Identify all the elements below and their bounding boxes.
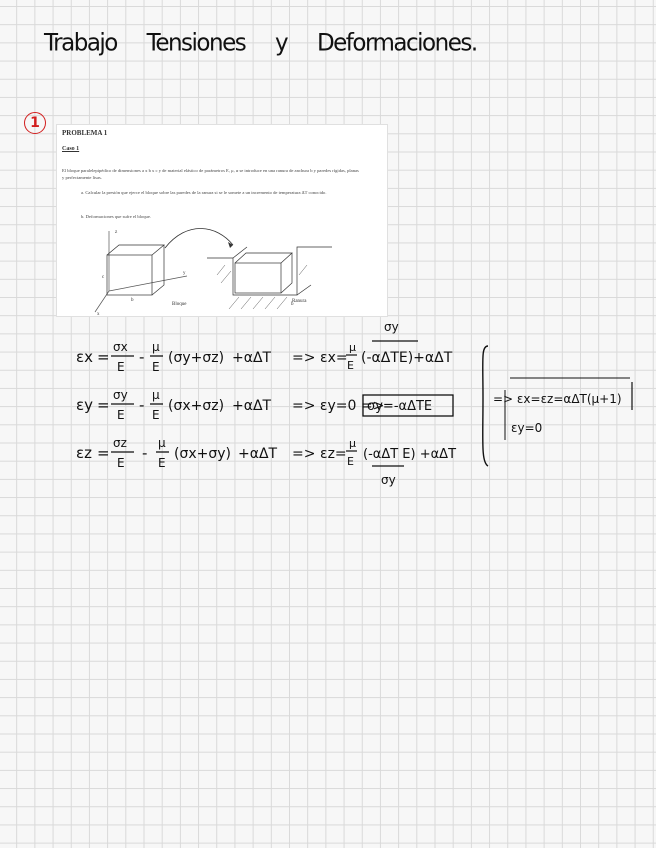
eq3-denominator: E xyxy=(117,456,125,470)
svg-text:=: = xyxy=(97,444,110,462)
eq2-lhs: εy xyxy=(76,396,93,414)
eq2-mu-den: E xyxy=(152,408,160,422)
eq1-lhs: εx xyxy=(76,348,93,366)
eq1-res-mu: μ xyxy=(349,341,356,354)
eq3-underbrace-sigma-y: σy xyxy=(381,473,396,487)
figure-label-slot: Ranura xyxy=(292,299,307,304)
problem-intro: El bloque paralelepipédico de dimensiones a x b x c y de material elástico de parámetros E, μ, α se introduce en una ranura de anchura b y paredes rígidas, planas y perfectamente lisas. xyxy=(62,168,359,180)
problem-item-a: a. Calcular la presión que ejerce el bloque sobre las paredes de la ranura si se le somete a un incremento de temperatura ΔT conocido. xyxy=(81,190,327,195)
eq3-implies: => xyxy=(292,446,316,462)
eq3-numerator: σz xyxy=(113,436,127,450)
svg-text:=: = xyxy=(97,348,110,366)
eq3-mu: μ xyxy=(158,436,166,450)
eq3-substituted: (-αΔT E) +αΔT xyxy=(363,447,457,462)
page-title: Trabajo Tensiones y Deformaciones. xyxy=(44,29,477,57)
eq1-overbrace-sigma-y: σy xyxy=(384,320,399,334)
svg-text:-: - xyxy=(139,396,145,414)
eq2-middle: => εy=0 => xyxy=(292,398,385,414)
axis-z-label: z xyxy=(115,230,118,235)
slot-dim-b-label: b xyxy=(291,302,294,307)
eq2-numerator: σy xyxy=(113,388,128,402)
eq1-numerator: σx xyxy=(113,340,128,354)
problem-title: PROBLEMA 1 xyxy=(62,129,108,137)
eq1-mu-den: E xyxy=(152,360,160,374)
eq3-mu-den: E xyxy=(158,456,166,470)
eq3-res-mu: μ xyxy=(349,437,356,450)
eq3-res-E: E xyxy=(347,455,354,468)
dim-c-label: c xyxy=(102,275,105,280)
svg-text:=: = xyxy=(97,396,110,414)
problem-item-b: b. Deformaciones que sufre el bloque. xyxy=(81,214,152,219)
eq1-result: εx= xyxy=(320,350,348,366)
eq2-denominator: E xyxy=(117,408,125,422)
eq1-res-E: E xyxy=(347,359,354,372)
eq1-mu: μ xyxy=(152,340,160,354)
eq3-result: εz= xyxy=(320,446,347,462)
eq3-paren: (σx+σy) xyxy=(174,446,231,462)
dim-b-label: b xyxy=(131,298,134,303)
eq2-paren: (σx+σz) xyxy=(168,398,225,414)
axis-x-label: x xyxy=(97,312,100,316)
eq1-substituted: (-αΔTE)+αΔT xyxy=(361,350,453,366)
result-main: => εx=εz=αΔT(μ+1) xyxy=(493,392,622,406)
eq1-paren: (σy+σz) xyxy=(168,350,225,366)
eq3-alpha: +αΔT xyxy=(238,446,278,462)
brace xyxy=(483,346,488,466)
axis-y-label: y xyxy=(183,271,186,276)
eq1-denominator: E xyxy=(117,360,125,374)
eq1-implies: => xyxy=(292,350,316,366)
problem-case: Caso 1 xyxy=(62,146,80,152)
eq2-alpha: +αΔT xyxy=(232,398,272,414)
svg-text:-: - xyxy=(142,444,148,462)
svg-text:-: - xyxy=(139,348,145,366)
problem-number-badge: 1 xyxy=(24,112,46,134)
figure-label-block: Bloque xyxy=(172,302,187,307)
eq3-lhs: εz xyxy=(76,444,92,462)
eq2-boxed-result: σy=-αΔTE xyxy=(367,399,433,414)
result-second: εy=0 xyxy=(511,421,543,435)
eq2-mu: μ xyxy=(152,388,160,402)
eq1-alpha: +αΔT xyxy=(232,350,272,366)
